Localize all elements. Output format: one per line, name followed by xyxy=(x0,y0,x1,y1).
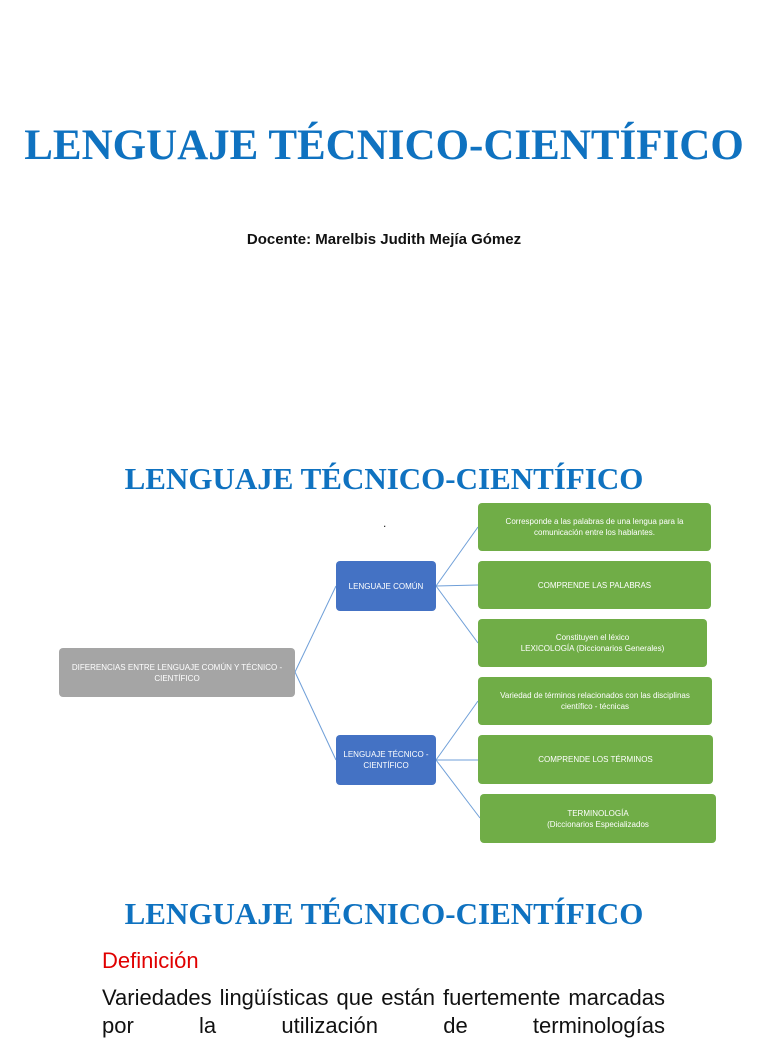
node-lenguaje-comun-label: LENGUAJE COMÚN xyxy=(348,581,424,591)
node-lenguaje-comun xyxy=(336,561,436,611)
leaf-text: Variedad de términos relacionados con las disciplinas científico - técnicas xyxy=(500,691,690,711)
node-lenguaje-tecnico xyxy=(336,735,436,785)
stray-dot: . xyxy=(383,516,387,530)
leaf-text: Constituyen el léxico xyxy=(555,633,630,642)
leaf-tecnico-terminos xyxy=(478,735,713,784)
connector-comun-leaf3 xyxy=(436,586,478,643)
main-title: LENGUAJE TÉCNICO-CIENTÍFICO xyxy=(24,122,744,169)
leaf-tecnico-terminologia xyxy=(480,794,716,843)
leaf-comun-palabras xyxy=(478,561,711,609)
node-lenguaje-tecnico-label: LENGUAJE TÉCNICO - CIENTÍFICO xyxy=(343,750,429,770)
leaf-text: COMPRENDE LAS PALABRAS xyxy=(537,580,652,590)
connector-comun-leaf2 xyxy=(436,585,478,586)
root-node-label: DIFERENCIAS ENTRE LENGUAJE COMÚN Y TÉCNICO - CIENTÍFICO xyxy=(71,662,283,683)
connector-root-comun xyxy=(295,586,336,672)
definition-heading: Definición xyxy=(102,948,199,973)
definition-slide-title: LENGUAJE TÉCNICO-CIENTÍFICO xyxy=(124,896,644,931)
leaf-comun-lexico xyxy=(478,619,707,667)
leaf-text: (Diccionarios Especializados xyxy=(547,819,649,829)
root-node xyxy=(59,648,295,697)
leaf-tecnico-definition xyxy=(478,677,712,725)
leaf-text: LEXICOLOGÍA (Diccionarios Generales) xyxy=(520,644,665,653)
diagram-slide-title: LENGUAJE TÉCNICO-CIENTÍFICO xyxy=(124,461,644,496)
connector-tecnico-leaf3 xyxy=(436,760,480,818)
leaf-text: TERMINOLOGÍA xyxy=(567,808,629,818)
connector-root-tecnico xyxy=(295,672,336,760)
leaf-text: COMPRENDE LOS TÉRMINOS xyxy=(538,755,653,764)
teacher-subtitle: Docente: Marelbis Judith Mejía Gómez xyxy=(246,231,522,248)
connector-tecnico-leaf1 xyxy=(436,701,478,760)
definition-body: Variedades lingüísticas que están fuertemente marcadas por la utilización de terminologías xyxy=(102,985,665,1038)
leaf-comun-definition xyxy=(478,503,711,551)
leaf-text: Corresponde a las palabras de una lengua para la comunicación entre los hablantes. xyxy=(505,517,684,537)
connector-comun-leaf1 xyxy=(436,527,478,586)
